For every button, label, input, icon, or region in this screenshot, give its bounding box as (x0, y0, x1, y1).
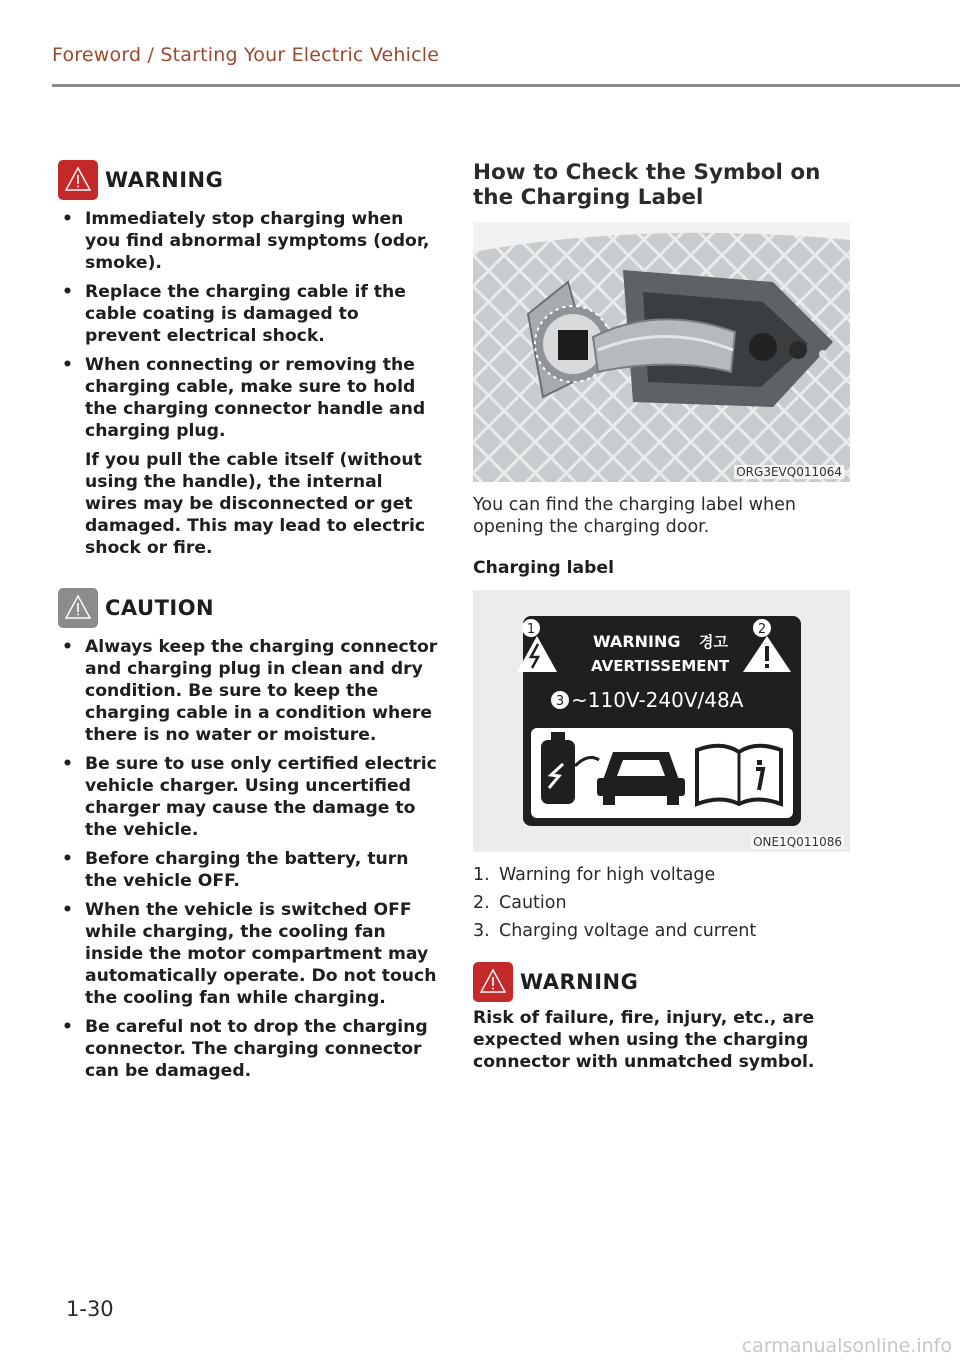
list-item: 3. Charging voltage and current (473, 921, 757, 941)
section-title: How to Check the Symbol on the Charging Label (473, 160, 821, 210)
page-header: Foreword / Starting Your Electric Vehicle (52, 44, 440, 66)
caution-triangle-icon (58, 588, 98, 628)
list-item: • When connecting or removing the charging cable, make sure to hold the charging connector handle and charging plug. If you pull the cable itself (without using the handle), the internal wires may be disconnected or get damaged. This may lead to electric shock or fire. (58, 354, 438, 559)
page-number: 1-30 (66, 1297, 114, 1321)
list-item: • Be sure to use only certified electric vehicle charger. Using uncertified charger may cause the damage to the vehicle. (62, 754, 437, 840)
list-item: • Before charging the battery, turn the vehicle OFF. (62, 849, 409, 891)
list-item-sub: If you pull the cable itself (without using the handle), the internal wires may be disconnected or get damaged. This may lead to electric shock or fire. (85, 450, 426, 558)
charging-label-illustration (473, 590, 850, 852)
warning-header (473, 962, 853, 1002)
list-item: • Always keep the charging connector and charging plug in clean and dry condition. Be sure to keep the charging cable in a condition where there is no water or moisture. (62, 637, 438, 745)
figure-code: ONE1Q011086 (753, 835, 842, 849)
watermark: carmanualsonline.info (741, 1335, 952, 1357)
callout-1-text: 1 (526, 622, 536, 637)
caution-title: CAUTION (105, 596, 215, 620)
list-item: • When the vehicle is switched OFF while charging, the cooling fan inside the motor compartment may automatically operate. Do not touch the cooling fan while charging. (62, 900, 437, 1008)
caution-header (58, 588, 438, 628)
legend-list (473, 864, 853, 942)
warning-triangle-icon (58, 160, 98, 200)
header-rule (52, 84, 960, 87)
callout-2-text: 2 (757, 622, 767, 637)
warning-header (58, 160, 438, 200)
warning-triangle-icon (473, 962, 513, 1002)
label-warning-text: WARNING (593, 632, 681, 651)
warning-title: WARNING (105, 168, 224, 192)
list-item: • Immediately stop charging when you find abnormal symptoms (odor, smoke). (62, 209, 430, 273)
caution-list (58, 636, 438, 1082)
label-spec-text: ~110V-240V/48A (571, 688, 744, 712)
warning-text: Risk of failure, fire, injury, etc., are expected when using the charging connector with unmatched symbol. (473, 1008, 815, 1072)
list-item: 1. Warning for high voltage (473, 865, 716, 885)
left-column (58, 160, 438, 1089)
list-item: • Be careful not to drop the charging connector. The charging connector can be damaged. (62, 1017, 428, 1081)
figure-code: ORG3EVQ011064 (736, 465, 842, 479)
callout-3-text: 3 (555, 694, 565, 709)
label-heading: Charging label (473, 558, 614, 578)
charging-door-illustration (473, 222, 850, 482)
charging-label-figure (473, 590, 850, 852)
warning-title: WARNING (520, 970, 639, 994)
list-item: • Replace the charging cable if the cable coating is damaged to prevent electrical shock. (62, 282, 406, 346)
charging-door-photo (473, 222, 850, 482)
list-item: 2. Caution (473, 893, 567, 913)
label-korean-text: 경고 (699, 633, 728, 651)
photo-caption: You can find the charging label when opening the charging door. (473, 495, 796, 537)
right-column (473, 160, 853, 1073)
label-avertissement-text: AVERTISSEMENT (591, 657, 730, 675)
warning-list (58, 208, 438, 559)
